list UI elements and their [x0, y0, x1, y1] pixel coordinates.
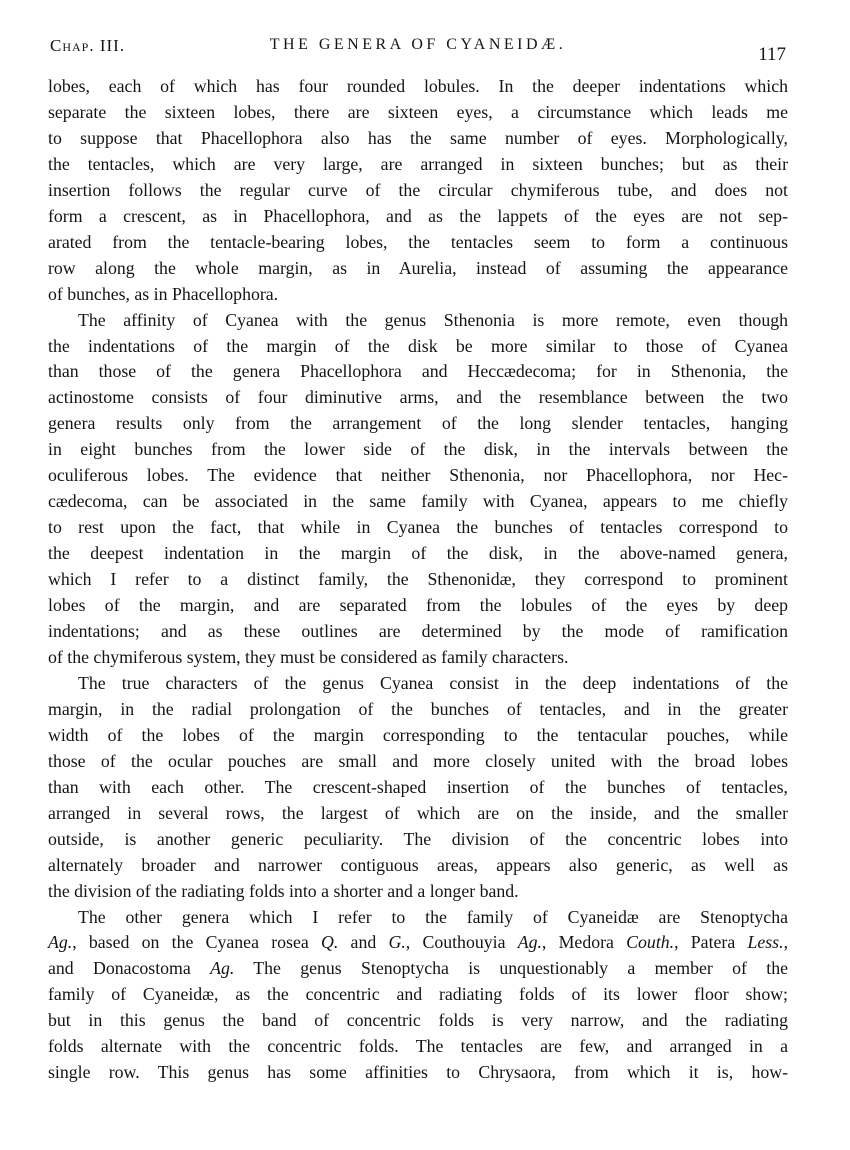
text-line: oculiferous lobes. The evidence that neither Sthenonia, nor Phacellophora, nor Hec-: [48, 465, 788, 486]
text-line: margin, in the radial prolongation of the bunches of tentacles, and in the greater: [48, 698, 788, 719]
text-line: [48, 956, 788, 982]
text-line: of the chymiferous system, they must be considered as family characters.: [48, 646, 569, 667]
text-line: outside, is another generic peculiarity. The division of the concentric lobes into: [48, 828, 788, 849]
text-segment: , Medora: [541, 932, 627, 953]
text-segment: Less.: [747, 932, 784, 953]
text-line: folds alternate with the concentric folds. The tentacles are few, and arranged in a: [48, 1036, 788, 1057]
text-line: arranged in several rows, the largest of which are on the inside, and the smaller: [48, 802, 788, 823]
body-text: [48, 74, 788, 1086]
text-segment: Q.: [321, 932, 339, 953]
text-line: cædecoma, can be associated in the same family with Cyanea, appears to me chiefly: [48, 491, 788, 512]
text-segment: , Couthouyia: [405, 932, 518, 953]
text-segment: , based on the Cyanea rosea: [72, 932, 321, 953]
text-line: than with each other. The crescent-shaped insertion of the bunches of tentacles,: [48, 776, 788, 797]
text-segment: G.: [388, 932, 406, 953]
text-segment: Ag.: [210, 958, 235, 979]
text-segment: and Donacostoma: [48, 958, 211, 979]
page-number: 117: [758, 44, 786, 65]
book-page: [48, 34, 788, 1086]
text-line: lobes, each of which has four rounded lobules. In the deeper indentations which: [48, 76, 788, 96]
text-line: separate the sixteen lobes, there are sixteen eyes, a circumstance which leads me: [48, 101, 788, 122]
page-title: THE GENERA OF CYANEIDÆ.: [269, 36, 567, 53]
text-line: which I refer to a distinct family, the Sthenonidæ, they correspond to prominent: [48, 569, 788, 590]
text-line: indentations; and as these outlines are determined by the mode of ramification: [48, 621, 788, 642]
text-line: [48, 930, 788, 956]
text-line: but in this genus the band of concentric folds is very narrow, and the radiating: [48, 1010, 788, 1031]
text-line: arated from the tentacle-bearing lobes, the tentacles seem to form a continuous: [48, 231, 788, 252]
text-line: row along the whole margin, as in Aurelia, instead of assuming the appearance: [48, 257, 788, 278]
text-line: of bunches, as in Phacellophora.: [48, 283, 279, 304]
text-line: form a crescent, as in Phacellophora, and as the lappets of the eyes are not sep-: [48, 205, 788, 226]
text-line: those of the ocular pouches are small and more closely united with the broad lobes: [48, 750, 788, 771]
text-line: to suppose that Phacellophora also has the same number of eyes. Morphologically,: [48, 127, 788, 148]
text-line: the indentations of the margin of the disk be more similar to those of Cyanea: [48, 335, 788, 356]
text-line: The true characters of the genus Cyanea consist in the deep indentations of the: [78, 672, 788, 693]
text-line: width of the lobes of the margin corresponding to the tentacular pouches, while: [48, 724, 788, 745]
chapter-label: Chap. III.: [50, 36, 126, 55]
text-line: family of Cyaneidæ, as the concentric and radiating folds of its lower floor show;: [48, 984, 788, 1005]
running-head: [48, 34, 788, 74]
text-line: single row. This genus has some affinities to Chrysaora, from which it is, how-: [48, 1062, 788, 1083]
text-line: insertion follows the regular curve of the circular chymiferous tube, and does not: [48, 179, 788, 200]
text-line: The affinity of Cyanea with the genus Sthenonia is more remote, even though: [78, 309, 788, 330]
text-line: in eight bunches from the lower side of the disk, in the intervals between the: [48, 439, 788, 460]
text-line: the division of the radiating folds into a shorter and a longer band.: [48, 880, 519, 901]
text-line: the tentacles, which are very large, are arranged in sixteen bunches; but as their: [48, 153, 788, 174]
text-segment: Ag.: [48, 932, 73, 953]
text-segment: , Patera: [674, 932, 748, 953]
text-segment: Couth.: [626, 932, 675, 953]
text-line: alternately broader and narrower contiguous areas, appears also generic, as well as: [48, 854, 788, 875]
text-segment: Ag.: [517, 932, 542, 953]
text-line: lobes of the margin, and are separated from the lobules of the eyes by deep: [48, 595, 788, 616]
text-line: the deepest indentation in the margin of the disk, in the above-named genera,: [48, 543, 788, 564]
text-segment: ,: [783, 932, 789, 953]
text-line: The other genera which I refer to the family of Cyaneidæ are Stenoptycha: [78, 906, 788, 927]
text-line: to rest upon the fact, that while in Cyanea the bunches of tentacles correspond to: [48, 517, 788, 538]
text-segment: and: [338, 932, 389, 953]
text-line: genera results only from the arrangement of the long slender tentacles, hanging: [48, 413, 788, 434]
text-segment: The genus Stenoptycha is unquestionably a member of the: [234, 958, 788, 979]
text-line: actinostome consists of four diminutive arms, and the resemblance between the two: [48, 387, 788, 408]
text-line: than those of the genera Phacellophora and Heccædecoma; for in Sthenonia, the: [48, 361, 788, 382]
